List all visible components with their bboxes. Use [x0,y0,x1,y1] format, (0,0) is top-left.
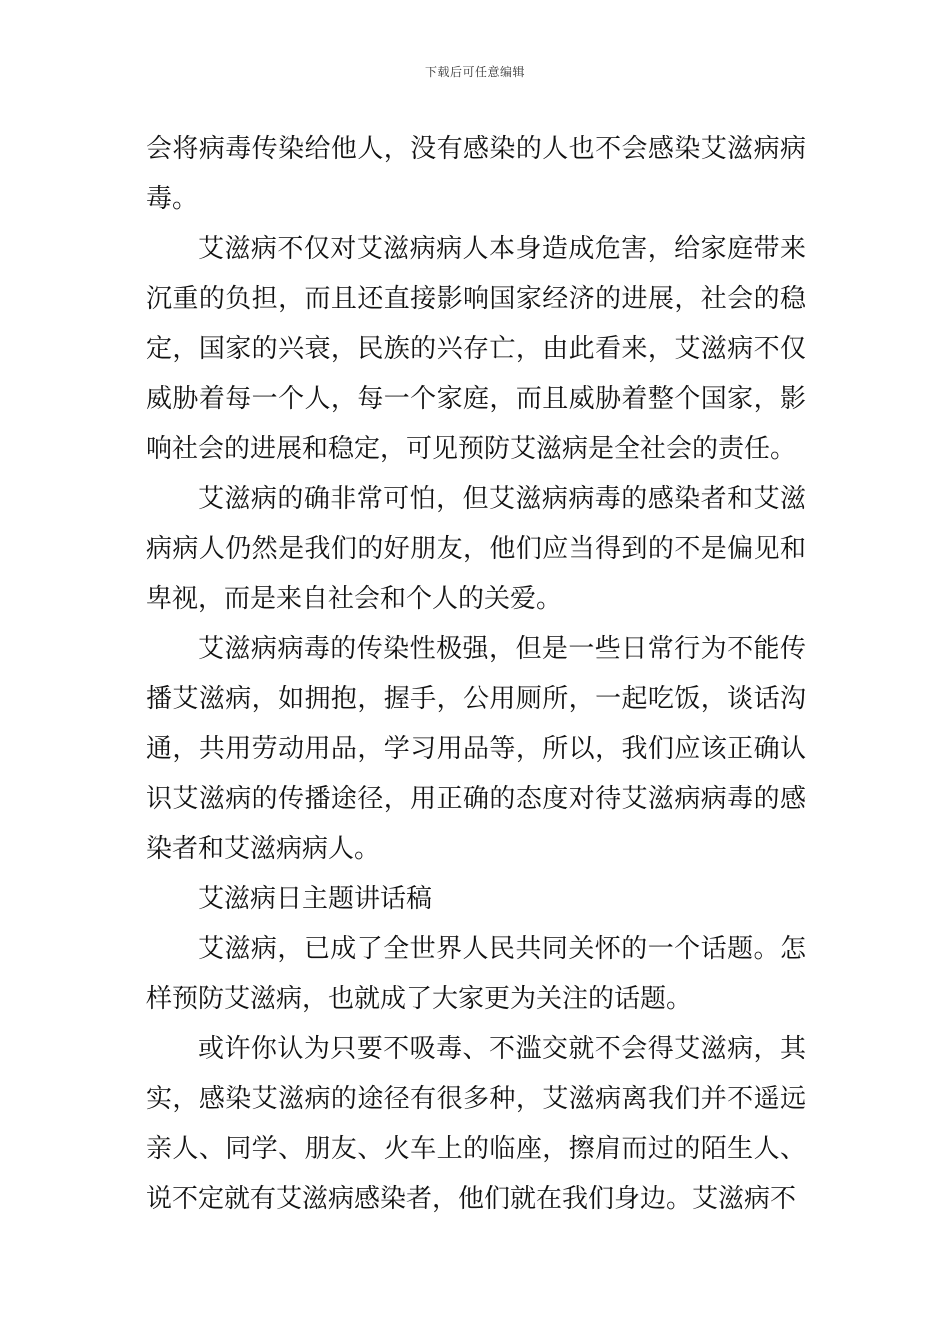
document-body [146,124,806,1224]
section-title: 艾滋病日主题讲话稿 [198,884,433,914]
paragraph-continuation: 会将病毒传染给他人，没有感染的人也不会感染艾滋病病毒。 [146,134,806,214]
paragraph: 艾滋病，已成了全世界人民共同关怀的一个话题。怎样预防艾滋病，也就成了大家更为关注的话题。 [146,934,806,1014]
paragraph: 艾滋病病毒的传染性极强，但是一些日常行为不能传播艾滋病，如拥抱，握手，公用厕所，一起吃饭，谈话沟通，共用劳动用品，学习用品等，所以，我们应该正确认识艾滋病的传播途径，用正确的态度对待艾滋病病毒的感染者和艾滋病病人。 [146,634,806,864]
paragraph: 艾滋病不仅对艾滋病病人本身造成危害，给家庭带来沉重的负担，而且还直接影响国家经济的进展，社会的稳定，国家的兴衰，民族的兴存亡，由此看来，艾滋病不仅威胁着每一个人，每一个家庭，而且威胁着整个国家，影响社会的进展和稳定，可见预防艾滋病是全社会的责任。 [146,234,806,464]
page-header: 下载后可任意编辑 [424,65,525,79]
paragraph: 艾滋病的确非常可怕，但艾滋病病毒的感染者和艾滋病病人仍然是我们的好朋友，他们应当得到的不是偏见和卑视，而是来自社会和个人的关爱。 [146,484,806,614]
paragraph: 或许你认为只要不吸毒、不滥交就不会得艾滋病，其实，感染艾滋病的途径有很多种，艾滋病离我们并不遥远亲人、同学、朋友、火车上的临座，擦肩而过的陌生人、说不定就有艾滋病感染者，他们就在我们身边。艾滋病不 [146,1034,806,1214]
